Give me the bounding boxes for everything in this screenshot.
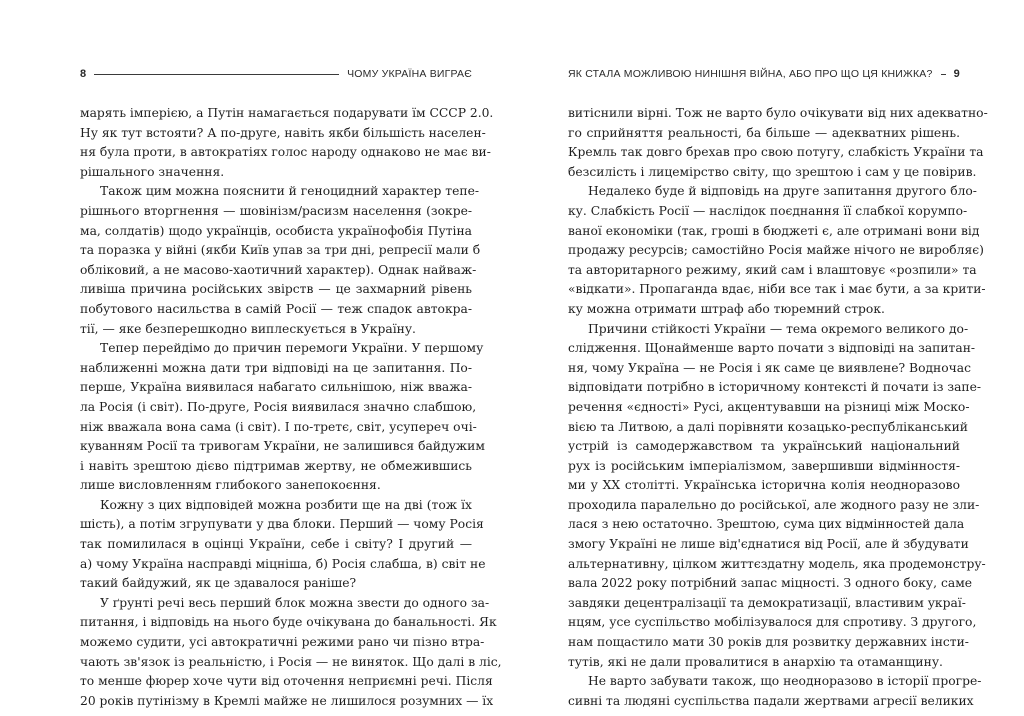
text-line: побутового насильства в самій Росії — теж спадок автокра-: [80, 301, 472, 316]
text-line: альтернативну, цілком життєздатну модель, яка продемонстру-: [568, 556, 986, 571]
text-line: шість), а потім згрупувати у два блоки. Перший — чому Росія: [80, 517, 484, 532]
text-line: перше, Україна виявилася набагато сильнішою, ніж вважа-: [80, 380, 472, 395]
text-line: проходила паралельно до російської, але жодного разу не зли-: [568, 497, 980, 512]
text-line: ня була проти, в автократіях голос народу однаково не має ви-: [80, 145, 491, 160]
text-line: і навіть зрештою дієво підтримав жертву, не обмежившись: [80, 458, 472, 473]
text-line: рух із російським імперіалізмом, завершивши відмінностя-: [568, 458, 960, 473]
text-line: тутів, які не дали провалитися в анархію та отаманщину.: [568, 654, 943, 669]
text-line: ку. Слабкість Росії — наслідок поєднання її слабкої корумпо-: [568, 203, 968, 218]
text-line: лише висловленням глибокого занепокоєння.: [80, 478, 381, 493]
text-line: Кремль так довго брехав про свою потугу, слабкість України та: [568, 145, 984, 160]
text-line: відповідати потрібно в історичному контексті й почати із запе-: [568, 380, 982, 395]
text-line: Тепер перейдімо до причин перемоги України. У першому: [100, 341, 484, 356]
text-line: питання, і відповідь на нього буде очікувана до банальності. Як: [80, 615, 497, 630]
text-line: чають зв'язок із реальністю, і Росія — не виняток. Що далі в ліс,: [80, 654, 502, 669]
text-line: нам пощастило мати 30 років для розвитку державних інсти-: [568, 635, 969, 650]
right-page: [512, 0, 1024, 716]
text-line: ми у XX столітті. Українська історична колія неодноразово: [568, 478, 960, 493]
text-line: витіснили вірні. Тож не варто було очікувати від них адекватно-: [568, 106, 988, 120]
text-line: можемо судити, усі автократичні режими рано чи пізно втра-: [80, 635, 485, 650]
text-line: марять імперією, а Путін намагається подарувати їм СССР 2.0.: [80, 106, 494, 120]
text-line: «відкати». Пропаганда вдає, ніби все так і має бути, а за крити-: [568, 282, 986, 297]
text-line: ла Росія (і світ). По-друге, Росія виявилася значно слабшою,: [80, 399, 477, 414]
text-line: го сприйняття реальності, ба більше — адекватних рішень.: [568, 125, 960, 140]
text-line: вією та Литвою, а далі порівняти козацько-республіканський: [568, 419, 968, 434]
text-line: то менше фюрер хоче чути від оточення неприємні речі. Після: [80, 674, 493, 689]
text-line: продажу ресурсів; самостійно Росія майже нічого не виробляє): [568, 243, 984, 258]
text-line: Недалеко буде й відповідь на друге запитання другого бло-: [588, 184, 977, 199]
left-body-text: [80, 104, 502, 711]
text-line: ніж вважала вона сама (і світ). І по-третє, світ, усупереч очі-: [80, 419, 477, 434]
text-line: обліковий, а не масово-хаотичний характер). Однак найваж-: [80, 262, 477, 277]
text-line: Кожну з цих відповідей можна розбити ще на дві (тож їх: [100, 497, 472, 512]
chapter-title: ЧОМУ УКРАЇНА ВИГРАЄ: [347, 68, 472, 80]
right-body-text: [568, 104, 988, 711]
text-line: такий байдужий, як це здавалося раніше?: [80, 576, 357, 591]
text-line: Ну як тут встояти? А по-друге, навіть якби більшість населен-: [80, 125, 486, 140]
text-line: вала 2022 року потрібний запас міцності. З одного боку, саме: [568, 576, 973, 591]
text-line: Не варто забувати також, що неодноразово в історії прогре-: [588, 674, 982, 689]
right-running-head: [568, 66, 960, 82]
text-line: безсилість і лицемірство світу, що зрештою і сам у це повірив.: [568, 164, 977, 179]
text-line: лася з нею остаточно. Зрештою, сума цих відмінностей дала: [568, 517, 965, 532]
text-line: завдяки децентралізації та демократизації, властивим украї-: [568, 595, 966, 610]
text-line: та авторитарного режиму, який сам і влаштовує «розпили» та: [568, 262, 977, 277]
text-line: Причини стійкості України — тема окремого великого до-: [588, 321, 969, 336]
text-line: слідження. Щонайменше варто почати з відповіді на запитан-: [568, 341, 976, 356]
text-line: рішального значення.: [80, 164, 225, 179]
text-line: устрій із самодержавством та український національний: [568, 439, 960, 454]
text-line: ваної економіки (так, гроші в бюджеті є, але отримані вони від: [568, 223, 980, 238]
text-line: нцям, усе суспільство мобілізувалося для спротиву. З другого,: [568, 615, 977, 630]
text-line: речення «єдності» Русі, акцентувавши на різниці між Моско-: [568, 399, 970, 414]
text-line: змогу Україні не лише від'єднатися від Росії, але й збудувати: [568, 537, 969, 552]
text-line: наближенні можна дати три відповіді на це запитання. По-: [80, 360, 472, 375]
text-line: У ґрунті речі весь перший блок можна звести до одного за-: [100, 595, 490, 610]
text-line: ня, чому Україна — не Росія і як саме це виявлене? Водночас: [568, 360, 971, 375]
text-line: 20 років путінізму в Кремлі майже не лишилося розумних — їх: [80, 693, 494, 708]
text-line: сивні та людяні суспільства падали жертвами агресії великих: [568, 693, 974, 708]
text-line: ку можна отримати штраф або тюремний строк.: [568, 301, 885, 316]
page-number: 9: [953, 68, 960, 80]
text-line: куванням Росії та тривогам України, не залишився байдужим: [80, 439, 485, 454]
text-line: так помилилася в оцінці України, себе і світу? І другий —: [80, 537, 472, 552]
text-line: рішнього вторгнення — шовінізм/расизм населення (зокре-: [80, 203, 472, 218]
text-line: та поразка у війні (якби Київ упав за три дні, репресії мали б: [80, 243, 481, 258]
chapter-title: ЯК СТАЛА МОЖЛИВОЮ НИНІШНЯ ВІЙНА, АБО ПРО ЩО ЦЯ КНИЖКА?: [568, 68, 933, 80]
header-rule: [941, 74, 946, 75]
left-running-head: [80, 66, 472, 82]
text-line: тії, — яке безперешкодно виплескується в Україну.: [80, 321, 416, 336]
text-line: Також цим можна пояснити й геноцидний характер тепе-: [100, 184, 479, 199]
page-number: 8: [80, 68, 87, 80]
text-line: ливіша причина російських звірств — це захмарний рівень: [80, 282, 472, 297]
header-rule: [94, 74, 339, 75]
text-line: а) чому Україна насправді міцніша, б) Росія слабша, в) світ не: [80, 556, 486, 571]
text-line: ма, солдатів) щодо українців, особиста українофобія Путіна: [80, 223, 472, 238]
